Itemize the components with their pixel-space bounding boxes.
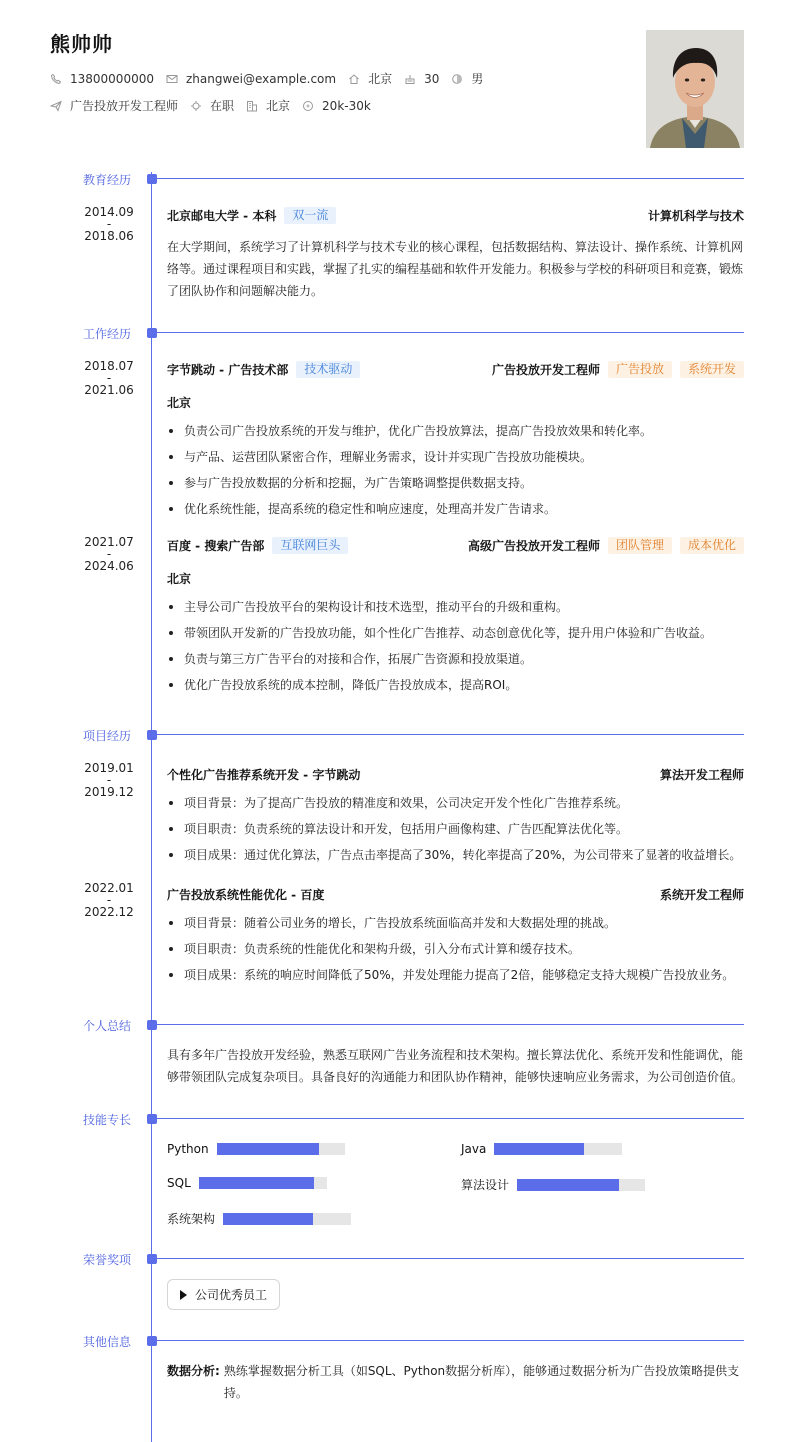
skill-bar <box>517 1179 645 1191</box>
building-icon <box>246 100 258 112</box>
section-title-work: 工作经历 <box>83 327 132 341</box>
section-divider <box>157 1258 744 1259</box>
skill-name: 系统架构 <box>167 1212 216 1226</box>
skill-item <box>461 1142 622 1156</box>
company-name: 字节跳动 - 广告技术部 <box>167 363 289 377</box>
skill-name: 算法设计 <box>461 1178 510 1192</box>
other-text: 熟练掌握数据分析工具（如SQL、Python数据分析库），能够通过数据分析为广告投放策略提供支持。 <box>223 1364 740 1400</box>
end-date: 2024.06 <box>84 559 134 573</box>
section-divider <box>157 178 744 179</box>
date-separator: - <box>106 893 112 907</box>
section-divider <box>157 734 744 735</box>
job-tag: 团队管理 <box>608 537 672 554</box>
phone-icon <box>50 73 62 85</box>
skill-bar <box>199 1177 327 1189</box>
start-date: 2021.07 <box>84 535 134 549</box>
status-icon <box>190 100 202 112</box>
job-tag: 系统开发 <box>680 361 744 378</box>
company-name: 百度 - 搜索广告部 <box>167 539 265 553</box>
project-name: 广告投放系统性能优化 - 百度 <box>167 888 325 902</box>
city-item <box>348 70 392 87</box>
candidate-name: 熊帅帅 <box>50 32 113 56</box>
job-title: 高级广告投放开发工程师 <box>467 539 600 553</box>
section-marker <box>147 328 157 338</box>
company-tag: 技术驱动 <box>296 361 360 378</box>
list-item: 项目成果：系统的响应时间降低了50%，并发处理能力提高了2倍，能够稳定支持大规模广告投放业务。 <box>167 962 747 988</box>
section-divider <box>157 1118 744 1119</box>
target-city-text: 北京 <box>266 99 291 113</box>
skill-item <box>167 1210 351 1227</box>
other-info <box>167 1360 747 1404</box>
project-head <box>167 766 744 783</box>
section-title-other: 其他信息 <box>83 1335 132 1349</box>
gender-item <box>451 70 483 87</box>
section-divider <box>157 1340 744 1341</box>
work-date <box>78 536 140 572</box>
work-head <box>167 361 744 378</box>
section-title-education: 教育经历 <box>83 173 132 187</box>
list-item: 负责公司广告投放系统的开发与维护，优化广告投放算法，提高广告投放效果和转化率。 <box>167 418 747 444</box>
timeline-line <box>151 172 152 1442</box>
section-title-summary: 个人总结 <box>83 1019 132 1033</box>
skill-item <box>167 1142 345 1156</box>
skill-bar-fill <box>199 1177 314 1189</box>
list-item: 项目职责：负责系统的算法设计和开发，包括用户画像构建、广告匹配算法优化等。 <box>167 816 747 842</box>
project-bullets <box>167 790 747 868</box>
email-item <box>166 72 336 86</box>
gender-text: 男 <box>471 72 484 86</box>
skill-item <box>461 1176 645 1193</box>
school-tag: 双一流 <box>284 207 336 224</box>
intent-row <box>50 97 383 114</box>
date-separator: - <box>106 371 112 385</box>
gender-icon <box>451 73 463 85</box>
project-head <box>167 886 744 903</box>
list-item: 与产品、运营团队紧密合作，理解业务需求，设计并实现广告投放功能模块。 <box>167 444 747 470</box>
education-description: 在大学期间，系统学习了计算机科学与技术专业的核心课程，包括数据结构、算法设计、操作系统、计算机网络等。通过课程项目和实践，掌握了扎实的编程基础和软件开发能力。积极参与学校的科研项目和竞赛，锻炼了团队协作和问题解决能力。 <box>167 240 744 298</box>
list-item: 项目职责：负责系统的性能优化和架构升级，引入分布式计算和缓存技术。 <box>167 936 747 962</box>
list-item: 优化系统性能，提高系统的稳定性和响应速度，处理高并发广告请求。 <box>167 496 747 522</box>
major-name: 计算机科学与技术 <box>647 209 744 223</box>
work-bullets <box>167 594 747 698</box>
section-title-honors: 荣誉奖项 <box>83 1253 132 1267</box>
section-marker <box>147 730 157 740</box>
section-title-skills: 技能专长 <box>83 1113 132 1127</box>
skill-name: SQL <box>167 1176 191 1190</box>
salary-text: 20k-30k <box>322 98 371 113</box>
age-text: 30 <box>424 71 440 86</box>
project-role: 算法开发工程师 <box>659 768 744 782</box>
skill-bar-fill <box>223 1213 313 1225</box>
job-tag: 广告投放 <box>608 361 672 378</box>
list-item: 项目成果：通过优化算法，广告点击率提高了30%，转化率提高了20%，为公司带来了显著的收益增长。 <box>167 842 747 868</box>
section-marker <box>147 174 157 184</box>
end-date: 2018.06 <box>84 229 134 243</box>
skill-bar <box>217 1143 345 1155</box>
job-tag: 成本优化 <box>680 537 744 554</box>
project-bullets <box>167 910 747 988</box>
list-item: 优化广告投放系统的成本控制，降低广告投放成本，提高ROI。 <box>167 672 747 698</box>
skill-bar <box>494 1143 622 1155</box>
end-date: 2019.12 <box>84 785 134 799</box>
salary-item <box>302 99 371 113</box>
section-marker <box>147 1336 157 1346</box>
skill-name: Java <box>461 1142 487 1156</box>
end-date: 2021.06 <box>84 383 134 397</box>
list-item: 主导公司广告投放平台的架构设计和技术选型，推动平台的升级和重构。 <box>167 594 747 620</box>
project-name: 个性化广告推荐系统开发 - 字节跳动 <box>167 768 361 782</box>
skill-name: Python <box>167 1142 209 1156</box>
mail-icon <box>166 73 178 85</box>
list-item: 负责与第三方广告平台的对接和合作，拓展广告资源和投放渠道。 <box>167 646 747 672</box>
end-date: 2022.12 <box>84 905 134 919</box>
work-location: 北京 <box>167 572 192 586</box>
skill-bar-fill <box>217 1143 319 1155</box>
section-marker <box>147 1114 157 1124</box>
start-date: 2022.01 <box>84 881 134 895</box>
list-item: 项目背景：随着公司业务的增长，广告投放系统面临高并发和大数据处理的挑战。 <box>167 910 747 936</box>
award-button[interactable] <box>167 1279 280 1310</box>
cake-icon <box>404 73 416 85</box>
project-role: 系统开发工程师 <box>659 888 744 902</box>
education-date <box>78 206 140 242</box>
status-item <box>190 97 234 114</box>
skill-bar <box>223 1213 351 1225</box>
email-text: zhangwei@example.com <box>185 71 337 86</box>
home-icon <box>348 73 360 85</box>
company-tag: 互联网巨头 <box>272 537 348 554</box>
position-text: 广告投放开发工程师 <box>70 99 179 113</box>
coin-icon <box>302 100 314 112</box>
project-date <box>78 762 140 798</box>
date-separator: - <box>106 547 112 561</box>
section-divider <box>157 332 744 333</box>
list-item: 参与广告投放数据的分析和挖掘，为广告策略调整提供数据支持。 <box>167 470 747 496</box>
section-title-projects: 项目经历 <box>83 729 132 743</box>
phone-item <box>50 72 154 86</box>
summary-text: 具有多年广告投放开发经验，熟悉互联网广告业务流程和技术架构。擅长算法优化、系统开发和性能调优，能够带领团队完成复杂项目。具备良好的沟通能力和团队协作精神，能够快速响应业务需求，为公司创造价值。 <box>167 1048 744 1084</box>
award-label: 公司优秀员工 <box>195 1288 268 1302</box>
work-bullets <box>167 418 747 522</box>
skill-bar-fill <box>494 1143 584 1155</box>
section-divider <box>157 1024 744 1025</box>
target-city-item <box>246 97 290 114</box>
date-separator: - <box>106 217 112 231</box>
start-date: 2018.07 <box>84 359 134 373</box>
skill-bar-fill <box>517 1179 619 1191</box>
school-name: 北京邮电大学 - 本科 <box>167 209 277 223</box>
start-date: 2014.09 <box>84 205 134 219</box>
section-marker <box>147 1020 157 1030</box>
list-item: 项目背景：为了提高广告投放的精准度和效果，公司决定开发个性化广告推荐系统。 <box>167 790 747 816</box>
play-icon <box>180 1290 187 1300</box>
section-marker <box>147 1254 157 1264</box>
job-title: 广告投放开发工程师 <box>491 363 600 377</box>
status-text: 在职 <box>210 99 235 113</box>
position-item <box>50 97 178 114</box>
contact-row <box>50 70 495 87</box>
project-date <box>78 882 140 918</box>
age-item <box>404 72 439 86</box>
city-text: 北京 <box>368 72 393 86</box>
send-icon <box>50 100 62 112</box>
phone-text: 13800000000 <box>70 71 154 86</box>
work-date <box>78 360 140 396</box>
date-separator: - <box>106 773 112 787</box>
skill-item <box>167 1176 327 1190</box>
work-head <box>167 537 744 554</box>
list-item: 带领团队开发新的广告投放功能，如个性化广告推荐、动态创意优化等，提升用户体验和广告收益。 <box>167 620 747 646</box>
work-location: 北京 <box>167 396 192 410</box>
other-label: 数据分析: <box>167 1364 220 1378</box>
profile-photo <box>646 30 744 148</box>
education-head <box>167 207 744 224</box>
start-date: 2019.01 <box>84 761 134 775</box>
